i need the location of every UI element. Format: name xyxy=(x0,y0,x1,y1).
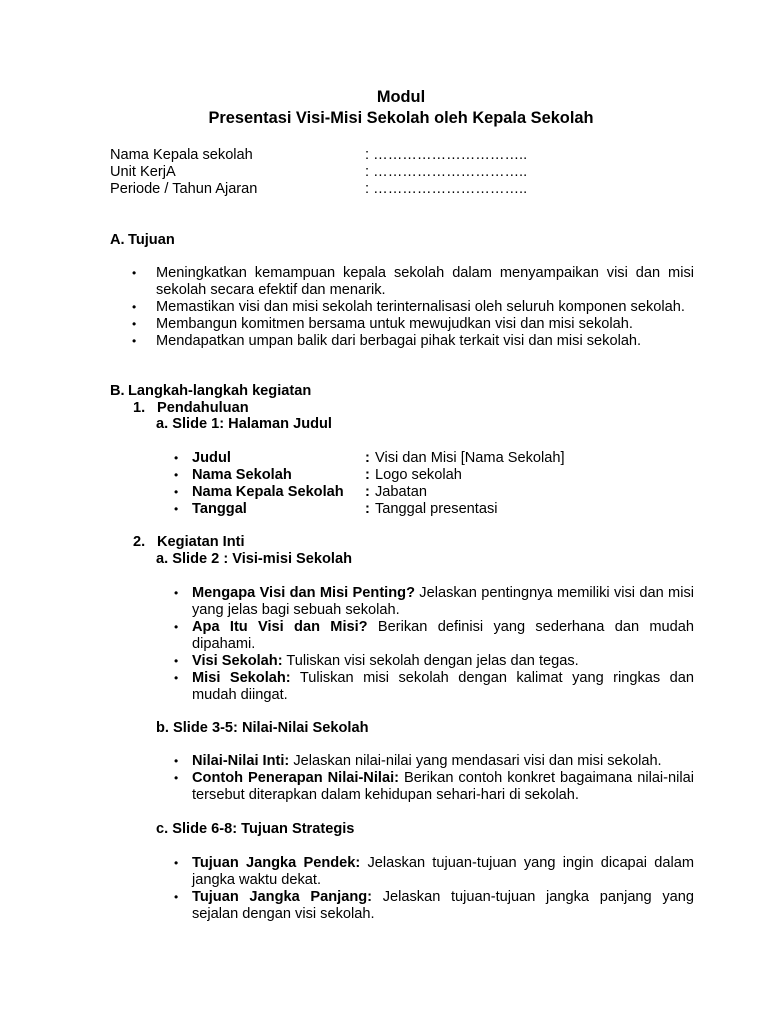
bullet-icon: • xyxy=(174,856,179,870)
step-number: 2. xyxy=(133,534,146,550)
identity-label: Periode / Tahun Ajaran xyxy=(110,181,258,197)
field-row xyxy=(174,484,642,501)
section-title: Tujuan xyxy=(128,232,175,248)
step-title: Pendahuluan xyxy=(157,400,249,416)
bullet-icon: • xyxy=(174,890,179,904)
field-key: Nama Kepala Sekolah xyxy=(192,484,344,500)
list-item: • Nilai-Nilai Inti: Jelaskan nilai-nilai yang mendasari visi dan misi sekolah. xyxy=(174,753,662,769)
bullet-icon: • xyxy=(132,266,137,280)
field-key: Judul xyxy=(192,450,231,466)
section-marker: B. xyxy=(110,383,125,399)
identity-value: : ………………………….. xyxy=(365,147,528,163)
list-item: • Misi Sekolah: Tuliskan misi sekolah dengan kalimat yang ringkas dan mudah diingat. xyxy=(174,670,695,703)
section-title: Langkah-langkah kegiatan xyxy=(128,383,312,399)
field-key: Nama Sekolah xyxy=(192,467,292,483)
bullet-icon: • xyxy=(174,502,179,516)
field-separator: : xyxy=(365,484,370,500)
bullet-icon: • xyxy=(174,754,179,768)
slide-3-5-heading: b. Slide 3-5: Nilai-Nilai Sekolah xyxy=(156,720,369,736)
section-marker: A. xyxy=(110,232,125,248)
vision-mission-list xyxy=(174,585,695,704)
bullet-icon: • xyxy=(174,771,179,785)
field-key: Tanggal xyxy=(192,501,247,517)
identity-block xyxy=(110,147,730,198)
list-item: • Apa Itu Visi dan Misi? Berikan definisi yang sederhana dan mudah dipahami. xyxy=(174,619,695,652)
document-subtitle: Presentasi Visi-Misi Sekolah oleh Kepala Sekolah xyxy=(208,109,594,127)
identity-row-headmaster xyxy=(110,147,730,164)
slide-6-8-heading: c. Slide 6-8: Tujuan Strategis xyxy=(156,821,355,837)
step-title: Kegiatan Inti xyxy=(157,534,245,550)
field-row xyxy=(174,467,642,484)
field-value: Logo sekolah xyxy=(375,467,462,483)
bullet-icon: • xyxy=(132,300,137,314)
list-item: • Meningkatkan kemampuan kepala sekolah dalam menyampaikan visi dan misi sekolah secara efektif dan menarik. xyxy=(132,265,694,298)
list-item: • Contoh Penerapan Nilai-Nilai: Berikan contoh konkret bagaimana nilai-nilai tersebut diterapkan dalam kehidupan sehari-hari di sekolah. xyxy=(174,770,694,803)
bullet-icon: • xyxy=(174,485,179,499)
bullet-icon: • xyxy=(132,334,137,348)
field-value: Jabatan xyxy=(375,484,427,500)
bullet-icon: • xyxy=(174,671,179,685)
identity-value: : ………………………….. xyxy=(365,181,528,197)
step-number: 1. xyxy=(133,400,146,416)
slide-1-heading: a. Slide 1: Halaman Judul xyxy=(156,416,332,432)
list-item: • Visi Sekolah: Tuliskan visi sekolah dengan jelas dan tegas. xyxy=(174,653,579,669)
list-item: • Tujuan Jangka Panjang: Jelaskan tujuan-tujuan jangka panjang yang sejalan dengan visi sekolah. xyxy=(174,889,694,922)
identity-label: Unit KerjA xyxy=(110,164,176,180)
identity-row-unit xyxy=(110,164,730,181)
objectives-list xyxy=(132,265,694,350)
bullet-icon: • xyxy=(174,620,179,634)
field-separator: : xyxy=(365,450,370,466)
bullet-icon: • xyxy=(174,586,179,600)
list-item: • Mengapa Visi dan Misi Penting? Jelaskan pentingnya memiliki visi dan misi yang jelas bagi sebuah sekolah. xyxy=(174,585,694,618)
bullet-icon: • xyxy=(174,468,179,482)
identity-value: : ………………………….. xyxy=(365,164,528,180)
title-slide-fields xyxy=(174,450,642,518)
bullet-icon: • xyxy=(132,317,137,331)
field-row xyxy=(174,501,642,518)
field-separator: : xyxy=(365,467,370,483)
field-value: Tanggal presentasi xyxy=(375,501,498,517)
document-title: Modul xyxy=(376,88,426,106)
field-value: Visi dan Misi [Nama Sekolah] xyxy=(375,450,565,466)
list-item: • Membangun komitmen bersama untuk mewujudkan visi dan misi sekolah. xyxy=(132,316,633,332)
field-row xyxy=(174,450,642,467)
identity-label: Nama Kepala sekolah xyxy=(110,147,253,163)
list-item: • Memastikan visi dan misi sekolah terinternalisasi oleh seluruh komponen sekolah. xyxy=(132,299,685,315)
strategic-goals-list xyxy=(174,855,694,923)
identity-row-period xyxy=(110,181,730,198)
field-separator: : xyxy=(365,501,370,517)
bullet-icon: • xyxy=(174,654,179,668)
list-item: • Mendapatkan umpan balik dari berbagai pihak terkait visi dan misi sekolah. xyxy=(132,333,642,349)
bullet-icon: • xyxy=(174,451,179,465)
list-item: • Tujuan Jangka Pendek: Jelaskan tujuan-tujuan yang ingin dicapai dalam jangka waktu dekat. xyxy=(174,855,694,888)
values-list xyxy=(174,753,694,804)
slide-2-heading: a. Slide 2 : Visi-misi Sekolah xyxy=(156,551,353,567)
